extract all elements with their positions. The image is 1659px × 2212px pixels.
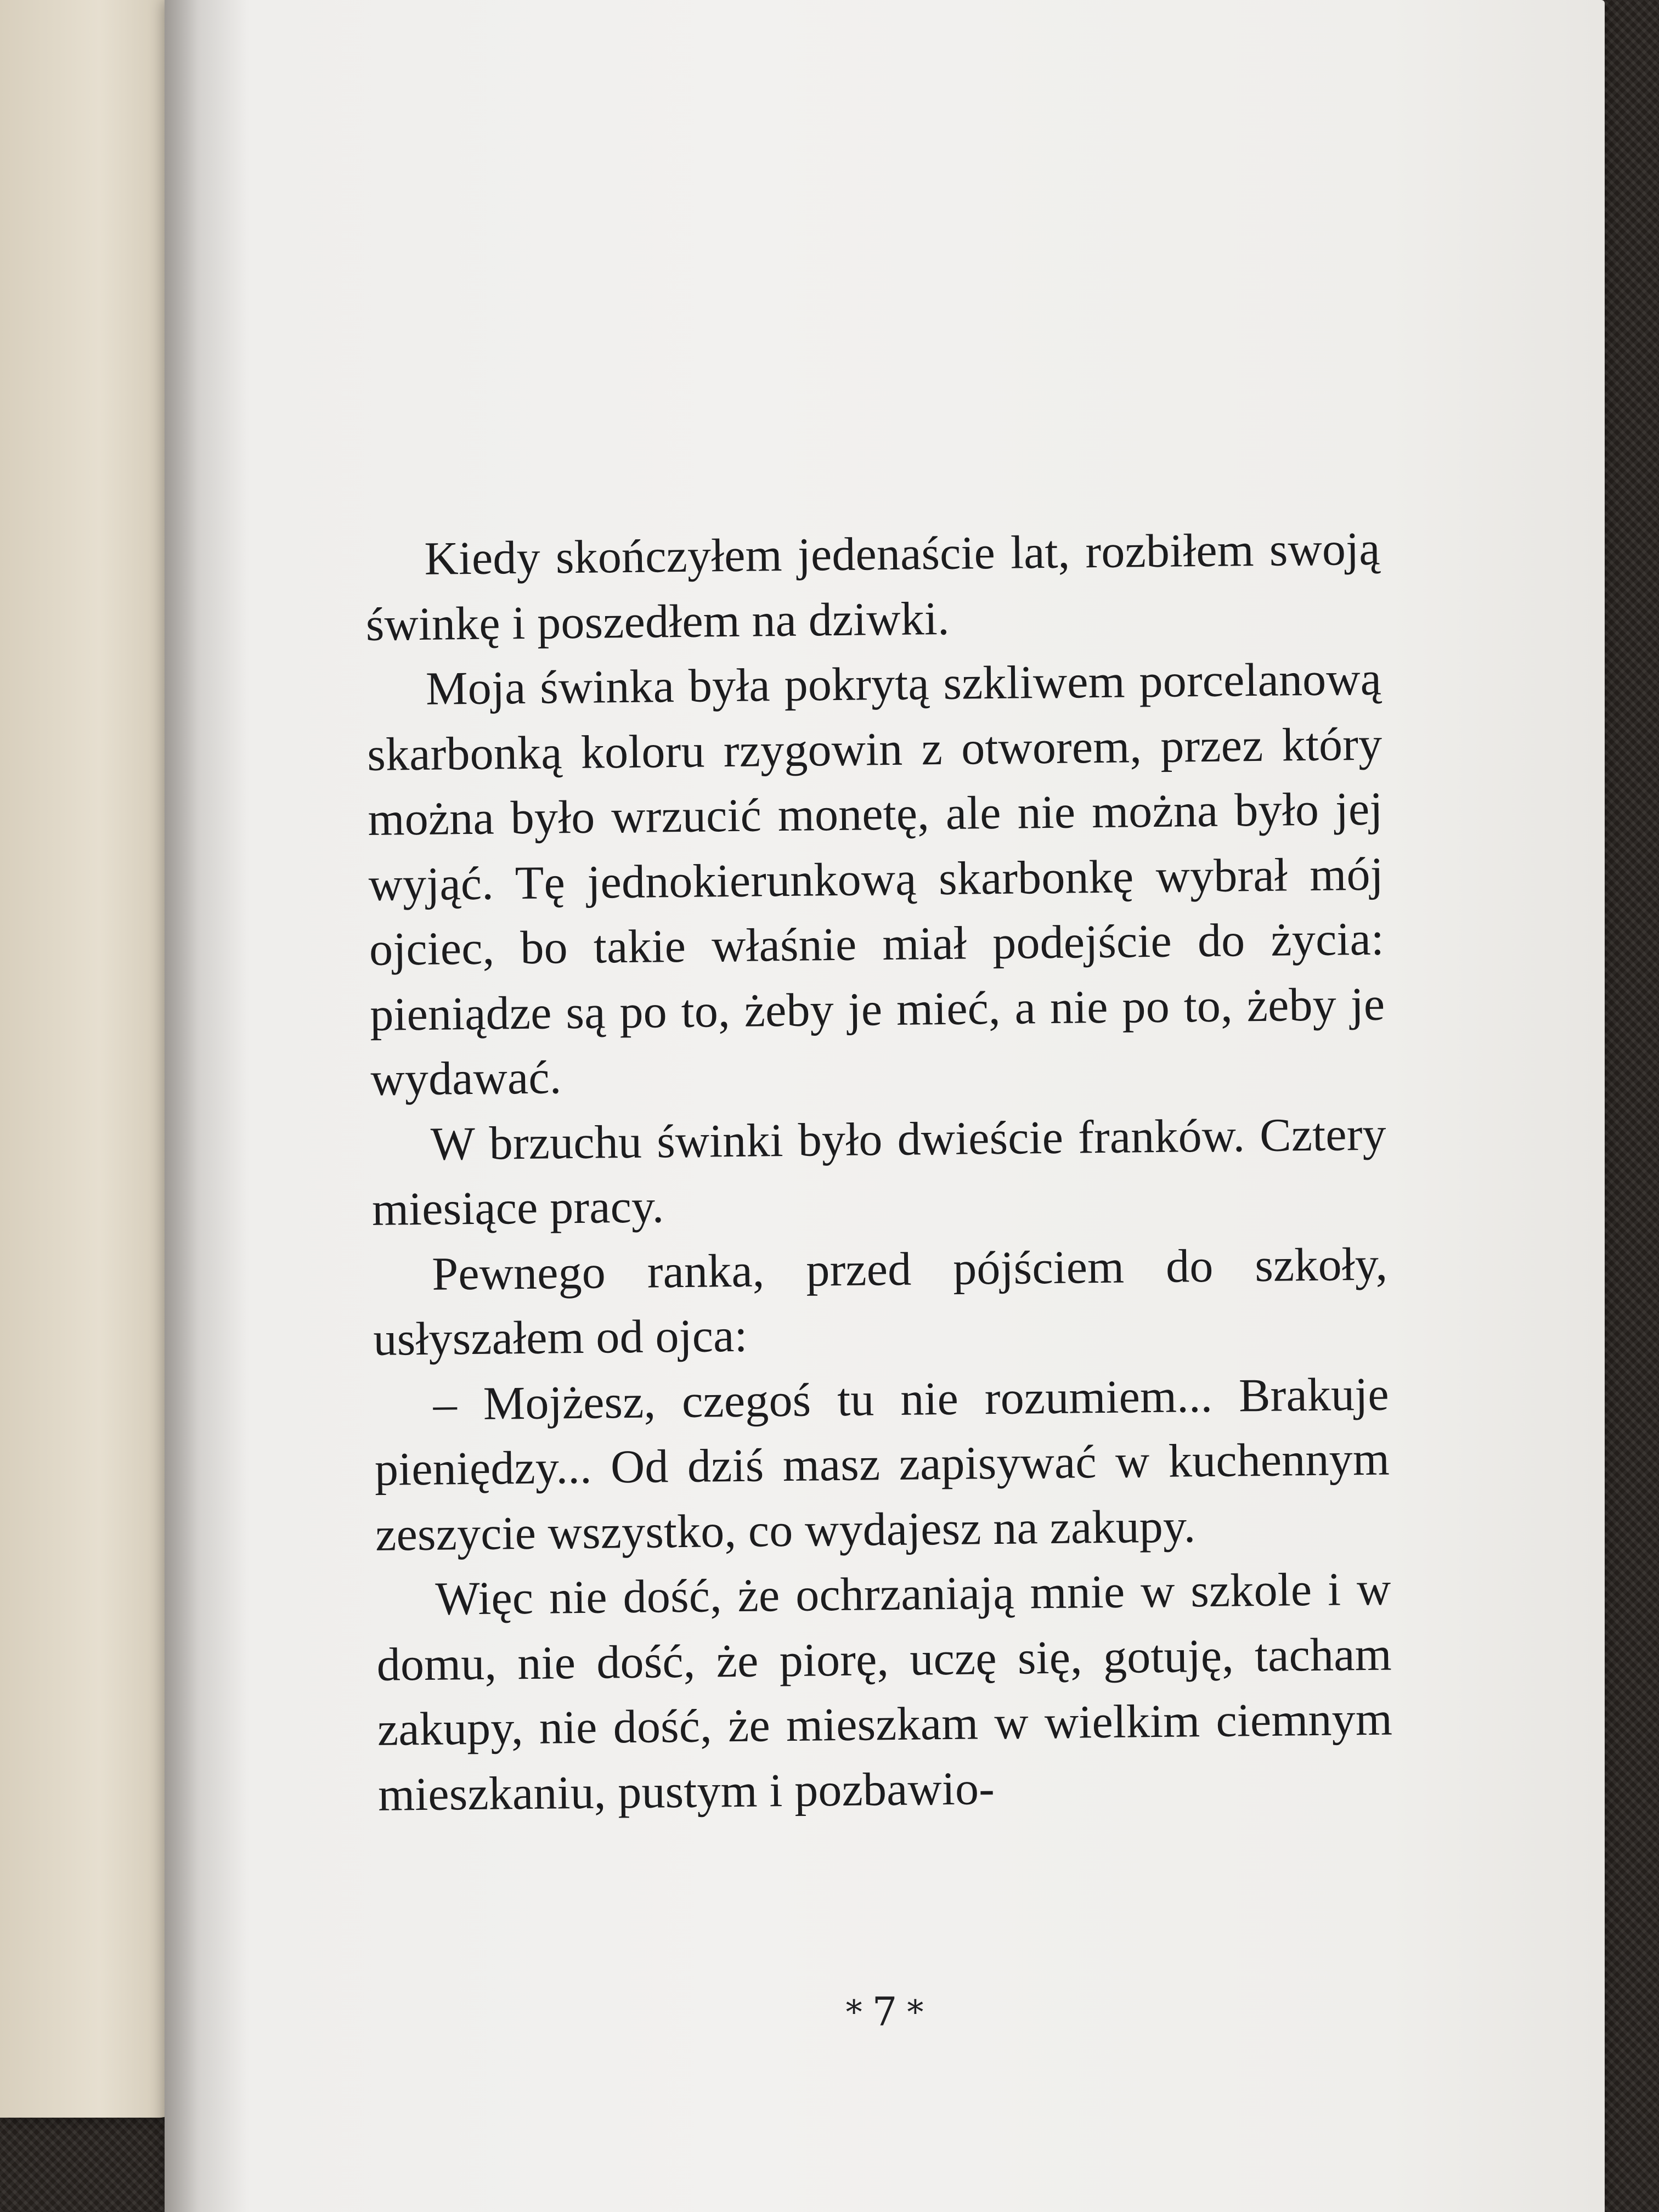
body-text	[365, 516, 1393, 1827]
paragraph-6: Więc nie dość, że ochrzaniają mnie w szkole i w domu, nie dość, że piorę, uczę się, gotuję, tacham zakupy, nie dość, że mieszkam w wielkim ciemnym mieszkaniu, pustym i pozbawio-	[376, 1562, 1393, 1821]
page-number-footer	[165, 1989, 1605, 2035]
paragraph-5: – Mojżesz, czegoś tu nie rozumiem... Brakuje pieniędzy... Od dziś masz zapisywać w kuchennym zeszycie wszystko, co wydajesz na zakupy.	[374, 1367, 1390, 1561]
paragraph-1: Kiedy skończyłem jedenaście lat, rozbiłem swoją świnkę i poszedłem na dziwki.	[365, 522, 1381, 651]
paragraph-2: Moja świnka była pokrytą szkliwem porcelanową skarbonką koloru rzygowin z otworem, przez który można było wrzucić monetę, ale nie można było jej wyjąć. Tę jednokierunkową skarbonkę wybrał mój ojciec, bo takie właśnie miał podejście do życia: pieniądze są po to, żeby je mieć, a nie po to, żeby je wydawać.	[366, 652, 1385, 1105]
paragraph-4: Pewnego ranka, przed pójściem do szkoły, usłyszałem od ojca:	[373, 1237, 1388, 1365]
ornament-right: *	[907, 1993, 924, 2032]
page-number: 7	[872, 1989, 898, 2035]
ornament-left: *	[845, 1993, 862, 2032]
left-page-edge	[0, 0, 181, 2118]
page-gutter-shadow	[165, 0, 247, 2212]
paragraph-3: W brzuchu świnki było dwieście franków. Cztery miesiące pracy.	[371, 1107, 1387, 1235]
